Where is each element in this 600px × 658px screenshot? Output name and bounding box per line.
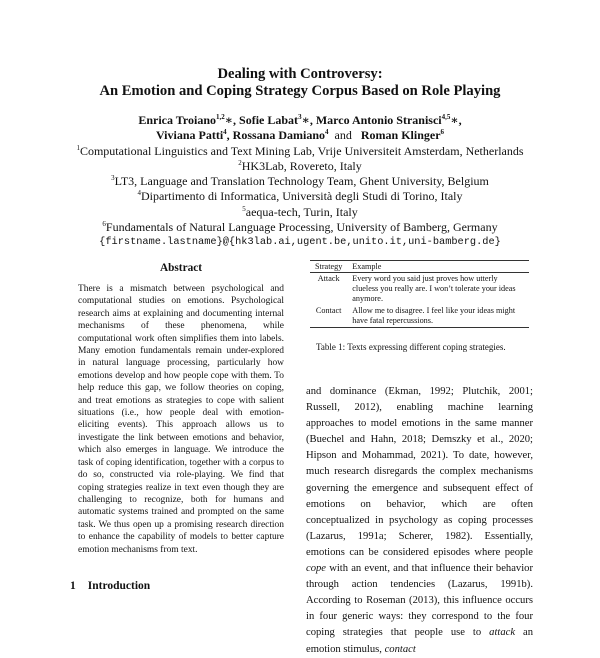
section-title: Introduction xyxy=(87,580,151,592)
affiliation-line xyxy=(0,144,600,159)
affiliation-line xyxy=(0,220,600,235)
table-row xyxy=(310,305,529,328)
body-text-emphasis: cope xyxy=(306,563,326,575)
section-heading-introduction xyxy=(70,580,150,592)
affiliation-line xyxy=(0,174,600,189)
table-cell-example: Every word you said just proves how utterly clueless you really are. I won’t tolerate your ideas anymore. xyxy=(352,274,516,303)
affiliation-marker: 1 xyxy=(76,143,80,152)
title-line-1: Dealing with Controversy: xyxy=(217,66,383,82)
coping-strategy-table xyxy=(310,260,529,328)
affiliation-text: Computational Linguistics and Text Mining Lab, Vrije Universiteit Amsterdam, Netherlands xyxy=(79,143,524,158)
abstract-heading: Abstract xyxy=(159,262,203,274)
author-affiliation-marker: 4 xyxy=(223,128,227,137)
affiliation-marker: 2 xyxy=(238,158,242,167)
abstract-text: There is a mismatch between psychological and computational studies on emotions. Psychological research aims at explaining and documenting internal mechanisms of these phenomena, while computational work often simplifies them into labels. Many emotion fundamentals remain under-explored in natural language processing, particularly how emotions develop and how people cope with them. To help reduce this gap, we follow theories on coping, and treat emotions as strategies to cope with salient situations (i.e., how people deal with emotion-eliciting events). This approach allows us to investigate the link between emotions and behavior, which also emerges in language. We introduce the task of coping identification, together with a corpus to do so, constructed via role-playing. We find that coping strategies realize in text even though they are challenging to recognize, both for humans and automatic systems trained and prompted on the same task. We thus open up a promising research direction to enhance the capability of models to better capture emotion mechanisms from text. xyxy=(78,284,284,555)
title-line-2: An Emotion and Coping Strategy Corpus Based on Role Playing xyxy=(99,83,501,99)
body-text-run: an emotion stimulus, xyxy=(306,627,533,655)
author-separator: ∗, xyxy=(224,113,240,127)
author-separator: , xyxy=(226,128,233,143)
table-cell-strategy: Contact xyxy=(315,306,342,315)
author-name: Viviana Patti xyxy=(155,128,224,143)
table-header-cell: Strategy xyxy=(315,262,343,271)
table-caption: Table 1: Texts expressing different coping strategies. xyxy=(316,342,506,352)
affiliation-marker: 4 xyxy=(137,189,141,198)
table-header-row xyxy=(310,261,529,273)
author-separator: and xyxy=(328,128,358,143)
author-name: Rossana Damiano xyxy=(232,128,326,143)
author-name: Sofie Labat xyxy=(239,113,299,127)
abstract xyxy=(78,262,284,556)
author-name: Roman Klinger xyxy=(360,128,441,143)
affiliation-text: LT3, Language and Translation Technology Team, Ghent University, Belgium xyxy=(114,174,489,189)
author-block xyxy=(0,113,600,251)
author-affiliation-marker: 4,5 xyxy=(441,113,451,121)
body-text-emphasis: attack xyxy=(489,627,516,639)
author-affiliation-marker: 6 xyxy=(440,128,445,137)
author-separator: ∗, xyxy=(450,113,462,127)
table-1 xyxy=(306,260,534,352)
table-cell-strategy: Attack xyxy=(317,274,340,283)
author-affiliation-marker: 3 xyxy=(298,113,302,121)
affiliation-text: HK3Lab, Rovereto, Italy xyxy=(241,158,362,173)
author-affiliation-marker: 4 xyxy=(325,128,329,137)
affiliation-text: aequa-tech, Turin, Italy xyxy=(245,204,358,219)
author-name: Marco Antonio Stranisci xyxy=(315,113,442,127)
body-text-emphasis: contact xyxy=(384,643,416,655)
paper-title xyxy=(0,66,600,100)
author-separator: ∗, xyxy=(301,113,316,127)
affiliation-text: Dipartimento di Informatica, Università degli Studi di Torino, Italy xyxy=(140,189,463,204)
affiliation-marker: 3 xyxy=(111,174,115,183)
body-text-run: and dominance (Ekman, 1992; Plutchik, 2001; Russell, 2012), enabling machine learning approaches to model emotions in the same manner (Buechel and Hahn, 2018; Demszky et al., 2020; Hipson and Mohammad, 2021). To date, however, much research disregards the complex mechanisms governing the emergence and subsequent effect of emotions on behavior, which are often conceptualized in psychology as coping processes (Lazarus, 1991a; Scherer, 1982). Essentially, emotions can be considered episodes where people xyxy=(306,386,533,558)
affiliation-line xyxy=(0,159,600,174)
authors-line-2 xyxy=(0,128,600,143)
table-header-cell: Example xyxy=(352,262,382,271)
affiliation-line xyxy=(0,205,600,220)
affiliation-line xyxy=(0,189,600,204)
body-text-run: with an event, and that influence their behavior through action tendencies (Lazarus, 1991b). According to Roseman (2013), this influence occurs in four generic ways: they correspond to the four coping strategies that people use to xyxy=(306,563,533,639)
section-number: 1 xyxy=(70,580,76,592)
affiliation-marker: 5 xyxy=(242,204,246,213)
table-row xyxy=(310,273,529,306)
authors-line-1 xyxy=(0,113,600,128)
author-affiliation-marker: 1,2 xyxy=(216,113,225,121)
introduction-body-text xyxy=(306,384,533,658)
affiliation-marker: 6 xyxy=(102,220,106,229)
author-emails: {firstname.lastname}@{hk3lab.ai,ugent.be,unito.it,uni-bamberg.de} xyxy=(99,236,501,249)
affiliation-text: Fundamentals of Natural Language Processing, University of Bamberg, Germany xyxy=(105,220,498,235)
table-cell-example: Allow me to disagree. I feel like your ideas might have fatal repercussions. xyxy=(352,306,516,325)
author-name: Enrica Troiano xyxy=(138,113,216,127)
